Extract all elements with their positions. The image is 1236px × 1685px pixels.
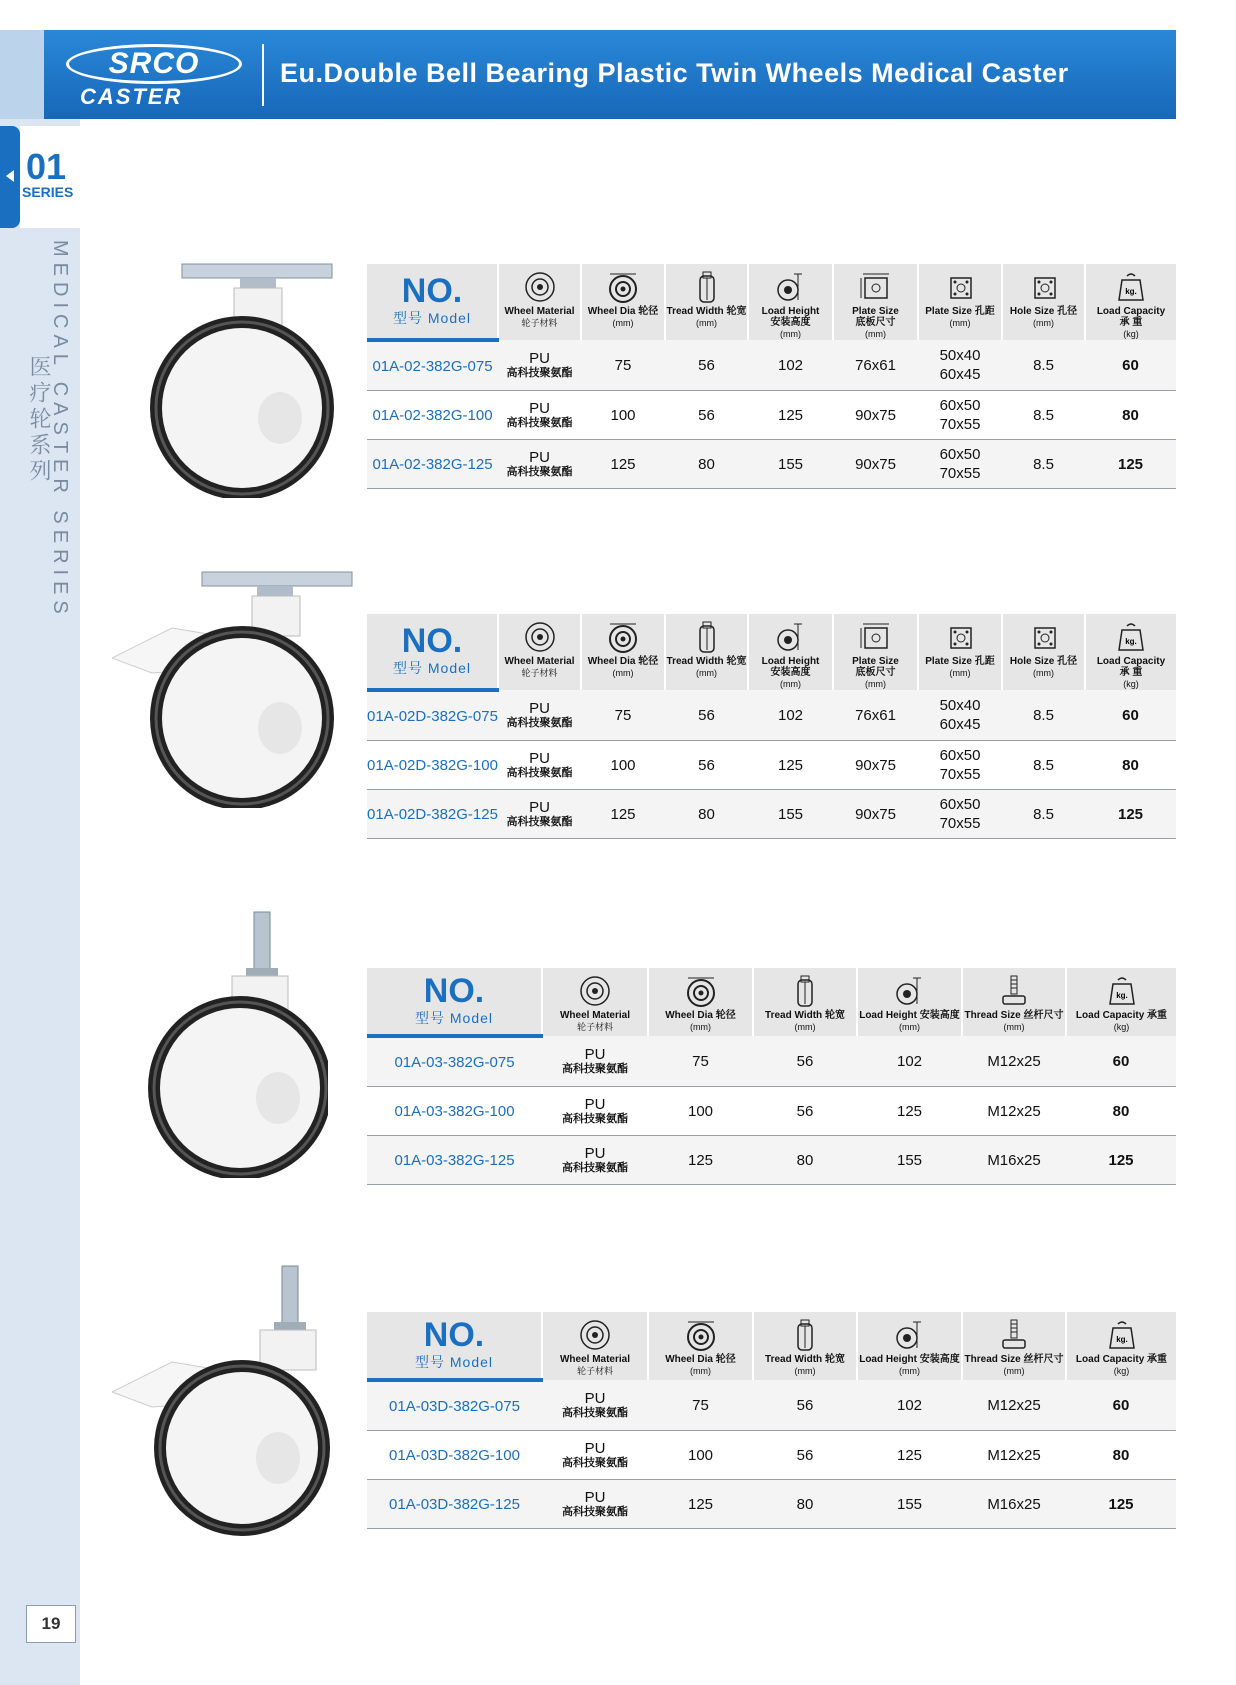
height-cell: 102 — [857, 1036, 962, 1087]
hole-cell: 8.5 — [1002, 340, 1085, 391]
tread-cell: 56 — [665, 690, 748, 741]
model-cell[interactable]: 01A-03D-382G-075 — [367, 1380, 542, 1431]
plate-cell: 76x61 — [833, 340, 918, 391]
load-cell: 60 — [1085, 690, 1176, 741]
hole-cell: 8.5 — [1002, 391, 1085, 440]
thread-cell: M12x25 — [962, 1036, 1066, 1087]
table-row — [367, 1036, 1176, 1087]
load-cell: 80 — [1085, 741, 1176, 790]
plate-cell: 90x75 — [833, 440, 918, 489]
page-number: 19 — [26, 1605, 76, 1643]
plate-size-header: Plate Size 底板尺寸 (mm) — [833, 264, 918, 340]
thread-size-header: Thread Size 丝杆尺寸 (mm) — [962, 968, 1066, 1036]
tread-cell: 56 — [753, 1380, 857, 1431]
table-row — [367, 1480, 1176, 1529]
height-cell: 102 — [748, 690, 833, 741]
tread-width-icon — [788, 1318, 822, 1352]
wheel-dia-header: Wheel Dia 轮径 (mm) — [581, 264, 665, 340]
material-cell: PU 高科技聚氨酯 — [498, 340, 581, 391]
wheel-dia-icon — [606, 620, 640, 654]
table-row — [367, 1431, 1176, 1480]
hole-spacing-cell: 60x50 70x55 — [918, 790, 1002, 839]
model-cell[interactable]: 01A-03-382G-100 — [367, 1087, 542, 1136]
hole-cell: 8.5 — [1002, 690, 1085, 741]
dia-cell: 75 — [648, 1036, 753, 1087]
wheel-material-header: Wheel Material 轮子材料 — [542, 1312, 648, 1380]
load-capacity-header: Load Capacity 承 重 (kg) — [1085, 264, 1176, 340]
wheel-dia-header: Wheel Dia 轮径 (mm) — [648, 1312, 753, 1380]
height-cell: 155 — [857, 1480, 962, 1529]
model-cell[interactable]: 01A-02-382G-100 — [367, 391, 498, 440]
hole-spacing-cell: 60x50 70x55 — [918, 741, 1002, 790]
wheel-material-icon — [523, 270, 557, 304]
table-row — [367, 741, 1176, 790]
model-header: NO. 型号 Model — [367, 968, 542, 1036]
vertical-title-cn: 医疗轮系列 — [27, 355, 52, 485]
caster-threaded-brake-image — [112, 1262, 352, 1542]
tread-width-icon — [690, 270, 724, 304]
material-cell: PU 高科技聚氨酯 — [498, 440, 581, 489]
thread-size-icon — [997, 1318, 1031, 1352]
spec-table-plate-brake — [367, 614, 1176, 839]
dia-cell: 125 — [648, 1136, 753, 1185]
series-label: SERIES — [22, 184, 74, 200]
wheel-material-header: Wheel Material 轮子材料 — [498, 264, 581, 340]
wheel-material-icon — [523, 620, 557, 654]
table-row — [367, 1380, 1176, 1431]
tread-cell: 56 — [753, 1087, 857, 1136]
header-divider — [262, 44, 264, 106]
hole-size-header: Hole Size 孔径 (mm) — [1002, 614, 1085, 690]
load-cell: 125 — [1085, 440, 1176, 489]
height-cell: 125 — [857, 1431, 962, 1480]
height-cell: 155 — [748, 790, 833, 839]
load-capacity-header: Load Capacity 承重 (kg) — [1066, 968, 1176, 1036]
thread-cell: M12x25 — [962, 1431, 1066, 1480]
wheel-material-header: Wheel Material 轮子材料 — [542, 968, 648, 1036]
plate-size-icon — [859, 270, 893, 304]
wheel-dia-icon — [684, 1318, 718, 1352]
table-row — [367, 440, 1176, 489]
hole-size-icon — [1027, 620, 1061, 654]
table-header-row — [367, 264, 1176, 340]
load-height-icon — [893, 1318, 927, 1352]
hole-spacing-cell: 50x40 60x45 — [918, 340, 1002, 391]
tread-width-icon — [690, 620, 724, 654]
logo-sub: CASTER — [80, 84, 183, 109]
material-cell: PU 高科技聚氨酯 — [498, 391, 581, 440]
model-cell[interactable]: 01A-03D-382G-100 — [367, 1431, 542, 1480]
wheel-material-icon — [578, 974, 612, 1008]
spec-table-threaded-brake — [367, 1312, 1176, 1529]
thread-size-header: Thread Size 丝杆尺寸 (mm) — [962, 1312, 1066, 1380]
load-capacity-icon — [1114, 270, 1148, 304]
dia-cell: 125 — [581, 440, 665, 489]
material-cell: PU 高科技聚氨酯 — [498, 690, 581, 741]
height-cell: 102 — [748, 340, 833, 391]
load-capacity-icon — [1105, 1318, 1139, 1352]
hole-spacing-header: Plate Size 孔距 (mm) — [918, 614, 1002, 690]
table-header-row — [367, 1312, 1176, 1380]
load-capacity-header: Load Capacity 承重 (kg) — [1066, 1312, 1176, 1380]
load-height-icon — [774, 620, 808, 654]
table-row — [367, 391, 1176, 440]
material-cell: PU 高科技聚氨酯 — [542, 1087, 648, 1136]
load-capacity-header: Load Capacity 承 重 (kg) — [1085, 614, 1176, 690]
table-row — [367, 1136, 1176, 1185]
model-header: NO. 型号 Model — [367, 614, 498, 690]
tread-cell: 80 — [665, 440, 748, 489]
wheel-dia-header: Wheel Dia 轮径 (mm) — [648, 968, 753, 1036]
plate-cell: 90x75 — [833, 790, 918, 839]
hole-spacing-icon — [943, 270, 977, 304]
material-cell: PU 高科技聚氨酯 — [498, 741, 581, 790]
material-cell: PU 高科技聚氨酯 — [542, 1431, 648, 1480]
load-cell: 60 — [1066, 1380, 1176, 1431]
tread-cell: 56 — [665, 741, 748, 790]
model-cell[interactable]: 01A-03D-382G-125 — [367, 1480, 542, 1529]
hole-cell: 8.5 — [1002, 741, 1085, 790]
material-cell: PU 高科技聚氨酯 — [542, 1480, 648, 1529]
vertical-title-en: MEDICAL CASTER SERIES — [49, 240, 71, 620]
load-capacity-icon — [1105, 974, 1139, 1008]
wheel-dia-icon — [684, 974, 718, 1008]
page-title: Eu.Double Bell Bearing Plastic Twin Wheels Medical Caster — [280, 58, 1069, 88]
height-cell: 125 — [857, 1087, 962, 1136]
table-header-row — [367, 968, 1176, 1036]
dia-cell: 75 — [581, 690, 665, 741]
logo-main: SRCO — [66, 44, 242, 84]
table-row — [367, 1087, 1176, 1136]
hole-cell: 8.5 — [1002, 440, 1085, 489]
plate-size-icon — [859, 620, 893, 654]
tread-cell: 56 — [665, 391, 748, 440]
dia-cell: 125 — [648, 1480, 753, 1529]
dia-cell: 75 — [581, 340, 665, 391]
hole-spacing-cell: 60x50 70x55 — [918, 391, 1002, 440]
load-cell: 80 — [1066, 1431, 1176, 1480]
wheel-dia-icon — [606, 270, 640, 304]
height-cell: 125 — [748, 741, 833, 790]
model-cell[interactable]: 01A-02D-382G-100 — [367, 741, 498, 790]
tread-width-icon — [788, 974, 822, 1008]
thread-cell: M16x25 — [962, 1136, 1066, 1185]
load-cell: 80 — [1066, 1087, 1176, 1136]
model-header: NO. 型号 Model — [367, 264, 498, 340]
hole-size-header: Hole Size 孔径 (mm) — [1002, 264, 1085, 340]
height-cell: 155 — [748, 440, 833, 489]
dia-cell: 100 — [581, 391, 665, 440]
table-row — [367, 340, 1176, 391]
load-cell: 80 — [1085, 391, 1176, 440]
load-height-icon — [893, 974, 927, 1008]
model-header: NO. 型号 Model — [367, 1312, 542, 1380]
tread-width-header: Tread Width 轮宽 (mm) — [665, 614, 748, 690]
tread-width-header: Tread Width 轮宽 (mm) — [665, 264, 748, 340]
hole-cell: 8.5 — [1002, 790, 1085, 839]
caster-plate-brake-image — [112, 568, 382, 808]
dia-cell: 100 — [648, 1087, 753, 1136]
tread-cell: 56 — [753, 1036, 857, 1087]
thread-size-icon — [997, 974, 1031, 1008]
chevron-left-icon — [6, 170, 14, 182]
table-row — [367, 690, 1176, 741]
spec-table-plate — [367, 264, 1176, 489]
load-cell: 125 — [1066, 1136, 1176, 1185]
tread-width-header: Tread Width 轮宽 (mm) — [753, 1312, 857, 1380]
load-cell: 60 — [1085, 340, 1176, 391]
wheel-dia-header: Wheel Dia 轮径 (mm) — [581, 614, 665, 690]
dia-cell: 100 — [581, 741, 665, 790]
hole-spacing-cell: 60x50 70x55 — [918, 440, 1002, 489]
model-cell[interactable]: 01A-02-382G-075 — [367, 340, 498, 391]
load-cell: 60 — [1066, 1036, 1176, 1087]
plate-cell: 76x61 — [833, 690, 918, 741]
table-header-row — [367, 614, 1176, 690]
plate-size-header: Plate Size 底板尺寸 (mm) — [833, 614, 918, 690]
load-cell: 125 — [1085, 790, 1176, 839]
wheel-material-icon — [578, 1318, 612, 1352]
height-cell: 102 — [857, 1380, 962, 1431]
wheel-material-header: Wheel Material 轮子材料 — [498, 614, 581, 690]
material-cell: PU 高科技聚氨酯 — [542, 1136, 648, 1185]
model-cell[interactable]: 01A-03-382G-125 — [367, 1136, 542, 1185]
caster-threaded-image — [128, 908, 328, 1178]
material-cell: PU 高科技聚氨酯 — [498, 790, 581, 839]
dia-cell: 100 — [648, 1431, 753, 1480]
hole-spacing-cell: 50x40 60x45 — [918, 690, 1002, 741]
load-cell: 125 — [1066, 1480, 1176, 1529]
table-row — [367, 790, 1176, 839]
tread-cell: 56 — [753, 1431, 857, 1480]
hole-spacing-icon — [943, 620, 977, 654]
tread-cell: 80 — [665, 790, 748, 839]
hole-size-icon — [1027, 270, 1061, 304]
height-cell: 155 — [857, 1136, 962, 1185]
material-cell: PU 高科技聚氨酯 — [542, 1380, 648, 1431]
model-cell[interactable]: 01A-02D-382G-125 — [367, 790, 498, 839]
thread-cell: M12x25 — [962, 1380, 1066, 1431]
plate-cell: 90x75 — [833, 391, 918, 440]
header-left-accent — [0, 30, 44, 119]
thread-cell: M12x25 — [962, 1087, 1066, 1136]
hole-spacing-header: Plate Size 孔距 (mm) — [918, 264, 1002, 340]
dia-cell: 75 — [648, 1380, 753, 1431]
model-cell[interactable]: 01A-02D-382G-075 — [367, 690, 498, 741]
load-capacity-icon — [1114, 620, 1148, 654]
caster-plate-image — [130, 258, 340, 498]
height-cell: 125 — [748, 391, 833, 440]
material-cell: PU 高科技聚氨酯 — [542, 1036, 648, 1087]
load-height-header: Load Height 安装高度 (mm) — [748, 264, 833, 340]
tread-cell: 80 — [753, 1136, 857, 1185]
dia-cell: 125 — [581, 790, 665, 839]
plate-cell: 90x75 — [833, 741, 918, 790]
thread-cell: M16x25 — [962, 1480, 1066, 1529]
model-cell[interactable]: 01A-03-382G-075 — [367, 1036, 542, 1087]
tread-cell: 80 — [753, 1480, 857, 1529]
srco-logo — [62, 42, 252, 110]
tread-width-header: Tread Width 轮宽 (mm) — [753, 968, 857, 1036]
spec-table-threaded — [367, 968, 1176, 1185]
tread-cell: 56 — [665, 340, 748, 391]
model-cell[interactable]: 01A-02-382G-125 — [367, 440, 498, 489]
load-height-header: Load Height 安装高度 (mm) — [748, 614, 833, 690]
series-number: 01 — [26, 146, 67, 187]
load-height-header: Load Height 安装高度 (mm) — [857, 968, 962, 1036]
load-height-icon — [774, 270, 808, 304]
load-height-header: Load Height 安装高度 (mm) — [857, 1312, 962, 1380]
